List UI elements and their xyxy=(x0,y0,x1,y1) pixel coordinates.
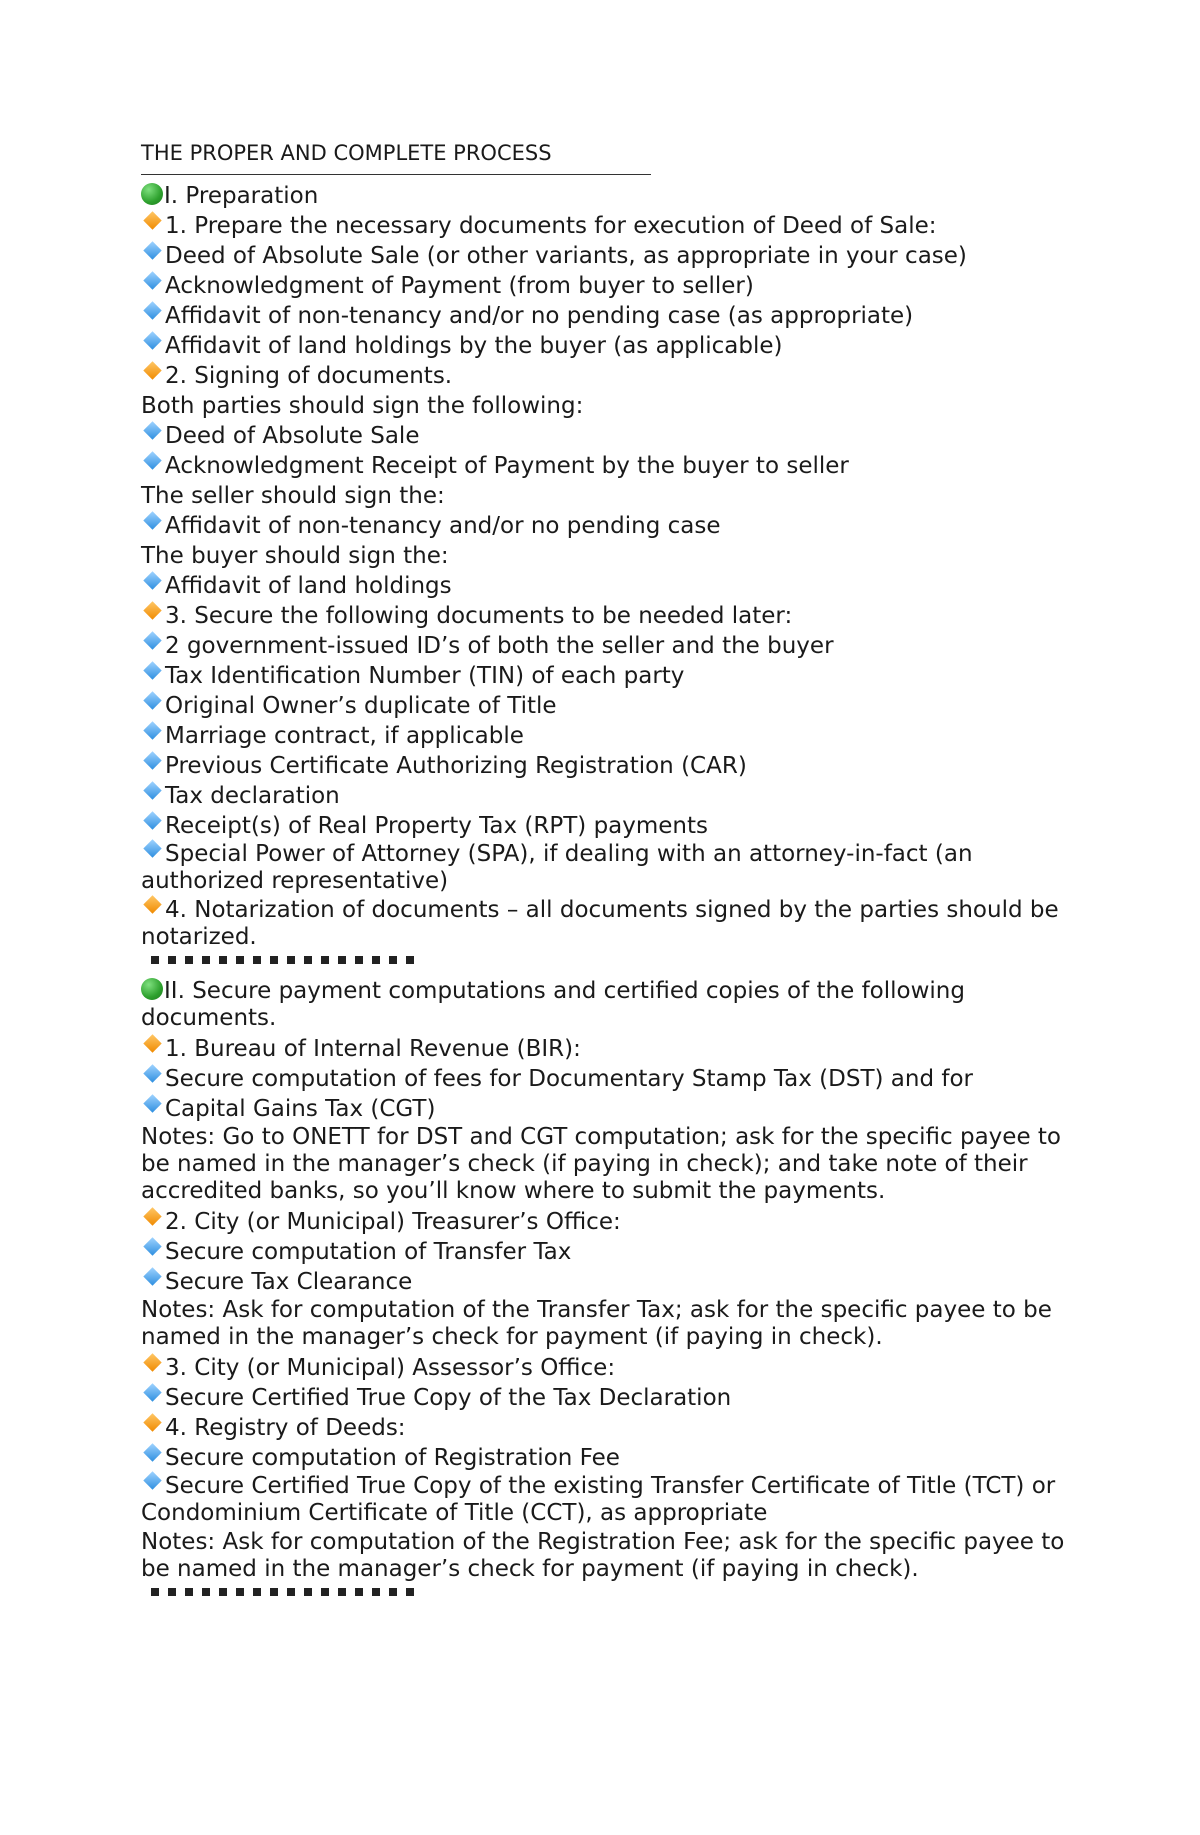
list-item: Capital Gains Tax (CGT) xyxy=(141,1094,1071,1124)
blue-diamond-icon xyxy=(143,451,161,469)
blue-diamond-icon xyxy=(143,839,161,857)
list-item: Secure computation of Registration Fee xyxy=(141,1443,1071,1473)
list-item: Secure Tax Clearance xyxy=(141,1267,1071,1297)
list-item: Deed of Absolute Sale xyxy=(141,421,1071,451)
orange-diamond-icon xyxy=(143,1034,161,1052)
blue-diamond-icon xyxy=(143,301,161,319)
blue-diamond-icon xyxy=(143,751,161,769)
blue-diamond-icon xyxy=(143,1267,161,1285)
section-heading: I. Preparation xyxy=(141,181,1071,211)
section-divider xyxy=(151,956,1071,964)
list-item: Original Owner’s duplicate of Title xyxy=(141,691,1071,721)
section-heading: II. Secure payment computations and certified copies of the following documents. xyxy=(141,978,965,1031)
orange-diamond-icon xyxy=(143,895,161,913)
blue-diamond-icon xyxy=(143,781,161,799)
blue-diamond-icon xyxy=(143,331,161,349)
list-item: 2 government-issued ID’s of both the seller and the buyer xyxy=(141,631,1071,661)
list-item: Marriage contract, if applicable xyxy=(141,721,1071,751)
step-heading: 2. City (or Municipal) Treasurer’s Office: xyxy=(141,1207,1071,1237)
step-heading: 4. Notarization of documents – all documents signed by the parties should be notarized. xyxy=(141,897,1059,950)
paragraph: The buyer should sign the: xyxy=(141,543,449,569)
section-divider xyxy=(151,1588,1071,1596)
blue-diamond-icon xyxy=(143,421,161,439)
page-title: THE PROPER AND COMPLETE PROCESS xyxy=(141,141,552,165)
step-heading: 1. Bureau of Internal Revenue (BIR): xyxy=(141,1034,1071,1064)
orange-diamond-icon xyxy=(143,211,161,229)
list-item: Affidavit of land holdings by the buyer (as applicable) xyxy=(141,331,1071,361)
list-item: Receipt(s) of Real Property Tax (RPT) payments xyxy=(141,811,1071,841)
orange-diamond-icon xyxy=(143,1413,161,1431)
step-heading: 2. Signing of documents. xyxy=(141,361,1071,391)
blue-diamond-icon xyxy=(143,1064,161,1082)
blue-diamond-icon xyxy=(143,691,161,709)
title-underline xyxy=(141,174,651,175)
blue-diamond-icon xyxy=(143,1443,161,1461)
list-item: Tax Identification Number (TIN) of each party xyxy=(141,661,1071,691)
orange-diamond-icon xyxy=(143,361,161,379)
blue-diamond-icon xyxy=(143,631,161,649)
green-circle-icon xyxy=(141,978,163,1000)
blue-diamond-icon xyxy=(143,1471,161,1489)
list-item: Affidavit of non-tenancy and/or no pending case xyxy=(141,511,1071,541)
document xyxy=(141,138,1071,1610)
step-heading: 1. Prepare the necessary documents for execution of Deed of Sale: xyxy=(141,211,1071,241)
paragraph: The seller should sign the: xyxy=(141,483,445,509)
list-item: Acknowledgment of Payment (from buyer to seller) xyxy=(141,271,1071,301)
blue-diamond-icon xyxy=(143,721,161,739)
list-item: Special Power of Attorney (SPA), if dealing with an attorney-in-fact (an authorized representative) xyxy=(141,841,973,894)
list-item: Secure computation of Transfer Tax xyxy=(141,1237,1071,1267)
list-item: Secure Certified True Copy of the existing Transfer Certificate of Title (TCT) or Condominium Certificate of Title (CCT), as appropriate xyxy=(141,1473,1056,1526)
step-heading: 3. Secure the following documents to be needed later: xyxy=(141,601,1071,631)
list-item: Deed of Absolute Sale (or other variants, as appropriate in your case) xyxy=(141,241,1071,271)
list-item: Secure Certified True Copy of the Tax Declaration xyxy=(141,1383,1071,1413)
list-item: Affidavit of land holdings xyxy=(141,571,1071,601)
blue-diamond-icon xyxy=(143,571,161,589)
blue-diamond-icon xyxy=(143,1383,161,1401)
blue-diamond-icon xyxy=(143,241,161,259)
step-heading: 4. Registry of Deeds: xyxy=(141,1413,1071,1443)
blue-diamond-icon xyxy=(143,811,161,829)
blue-diamond-icon xyxy=(143,511,161,529)
orange-diamond-icon xyxy=(143,1207,161,1225)
blue-diamond-icon xyxy=(143,1094,161,1112)
notes: Notes: Ask for computation of the Registration Fee; ask for the specific payee to be named in the manager’s check for payment (if paying in check). xyxy=(141,1529,1065,1582)
blue-diamond-icon xyxy=(143,661,161,679)
green-circle-icon xyxy=(141,183,163,205)
orange-diamond-icon xyxy=(143,601,161,619)
blue-diamond-icon xyxy=(143,1237,161,1255)
list-item: Affidavit of non-tenancy and/or no pending case (as appropriate) xyxy=(141,301,1071,331)
blue-diamond-icon xyxy=(143,271,161,289)
list-item: Acknowledgment Receipt of Payment by the buyer to seller xyxy=(141,451,1071,481)
notes: Notes: Go to ONETT for DST and CGT computation; ask for the specific payee to be named in the manager’s check (if paying in check); and take note of their accredited banks, so you’ll know where to submit the payments. xyxy=(141,1124,1061,1204)
step-heading: 3. City (or Municipal) Assessor’s Office: xyxy=(141,1353,1071,1383)
list-item: Secure computation of fees for Documentary Stamp Tax (DST) and for xyxy=(141,1064,1071,1094)
list-item: Previous Certificate Authorizing Registration (CAR) xyxy=(141,751,1071,781)
paragraph: Both parties should sign the following: xyxy=(141,393,584,419)
orange-diamond-icon xyxy=(143,1353,161,1371)
list-item: Tax declaration xyxy=(141,781,1071,811)
notes: Notes: Ask for computation of the Transfer Tax; ask for the specific payee to be named in the manager’s check for payment (if paying in check). xyxy=(141,1297,1052,1350)
